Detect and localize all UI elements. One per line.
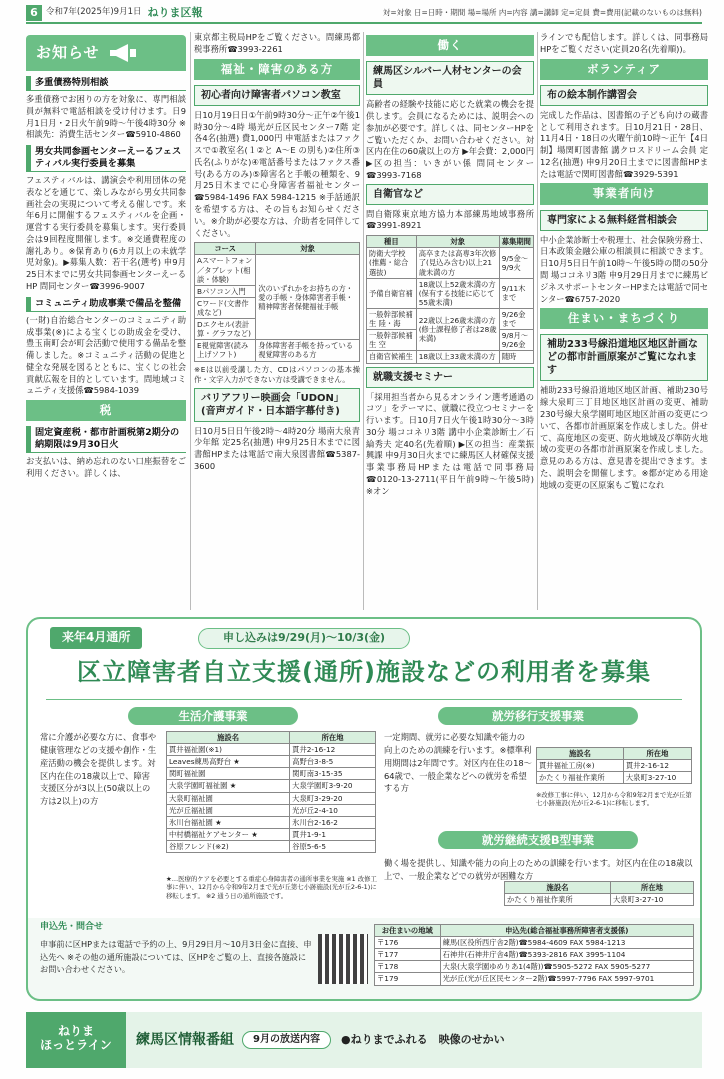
table-header: コース [195,243,256,255]
subsection-title: 生活介護事業 [128,707,298,725]
article-body: 問自衛隊東京地方協力本部練馬地域事務所☎3991-8921 [366,208,534,231]
article-body: (一財)自治総合センターのコミュニティ助成事業(※)による宝くじの助成金を受け、豊玉南町会が町会活動で使用する備品を整備しました。※コミュニティ活動の促進と健全な発展を図るとともに、宝くじの社会貢献広報を目的としています。問地域コミュニティ支援係☎5984-1039 [26,314,186,396]
table-row: 〒176 練馬(区役所西庁舎2階)☎5984-4609 FAX 5984-1213 [375,937,694,949]
section-header-news: お知らせ [26,35,186,71]
facility-table [166,731,376,853]
article-body: 東京都主税局HPをご覧ください。問練馬都税事務所☎3993-2261 [194,32,360,54]
table-header: 所在地 [290,732,376,744]
article-body: お支払いは、納め忘れのない口座振替をご利用ください。詳しくは、 [26,456,186,479]
section-header-volunteer: ボランティア [540,59,708,80]
contact-panel [26,918,702,1001]
article-body: 高齢者の経験や技能に応じた就業の機会を提供します。会員になるためには、説明会への参加が必要です。詳しくは、同センターHPをご覧いただくか、お問い合わせください。対区内在住の60歳以上の方 ▶年会費：2,000円 ▶区の担当：いきがい係 問同センター☎3993-7168 [366,99,534,180]
table-row: 大泉町福祉園 大泉町3-29-20 [167,792,376,804]
table-row: 関町福祉園 関町南3-15-35 [167,768,376,780]
table-header: 施設名 [167,732,290,744]
table-header: 施設名 [505,882,611,894]
table-row: 貫井福祉園(※1) 貫井2-16-12 [167,744,376,756]
broadcast-badge: 9月の放送内容 [242,1031,331,1048]
broadcast-content: ●ねりまでふれる 映像のせかい [340,1032,505,1046]
sdf-table [366,235,534,363]
feature-title: 区立障害者自立支援(通所)施設などの利用者を募集 [77,658,651,686]
section-header-work: 働く [366,35,534,56]
article-body: フェスティバルは、講演会や利用団体の発表などを通じて、楽しみながら男女共同参画社会の実現について考える催しです。来年6月に開催するフェスティバルを企画・運営する実行委員を募集します。実行委員会は9回程度開催します。※交通費程度の謝礼あり。※保育あり(6カ月以上の未就学児対象)。▶募集人数：若干名(選考) 申9月25日木までに男女共同参画センターえーるHP 問同センター☎3996-9007 [26,174,186,292]
table-row: 一般幹部候補生 陸・海 22歳以上26歳未満の方(修士課程修了者は28歳未満) 9/26金まで [367,308,534,329]
article-body: 「採用担当者から見るオンライン選考通過のコツ」をテーマに、就職に役立つセミナーを行います。日10月7日火午後1時30分～3時30分 場ココネリ3階 講中小企業診断士／石綸秀夫 定40名(先着順) ▶区の担当：産業振興課 申9月30日火までに練馬区人材確保支援事業事務局HPまたは電話で同事務局☎0120-13-2711(平日午前9時～午後5時) ※オン [366,391,534,496]
divider [363,32,364,610]
program-logo [26,1012,126,1068]
contact-heading: 申込先・問合せ [40,922,104,932]
program-title: 練馬区情報番組 [136,1031,234,1048]
table-row: かたくり福祉作業所 大泉町3-27-10 [537,772,692,784]
table-note: ※改修工事に伴い、12月から令和9年2月まで光が丘第七小跡施設(光が丘2-6-1)に移転します。 [536,791,692,808]
table-row: 中村橋福祉ケアセンター ★ 貫井1-9-1 [167,828,376,840]
article-body: 多重債務でお困りの方を対象に、専門相談員が無料で電話相談を受け付けます。日9月1日月・2日火午前9時～午後4時30分 ※相談先：消費生活センター☎5910-4860 [26,93,186,140]
contact-body: 申事前に区HPまたは電話で予約の上、9月29日月～10月3日金に直接、申込先へ ※その他の通所施設については、区HPをご覧の上、直接各施設にお問い合わせください。 [40,939,312,975]
article-title: 補助233号線沿道地区地区計画などの都市計画原案がご覧になれます [540,334,708,381]
table-header: 対象 [256,243,360,255]
table-row: 〒178 大泉(大泉学園ゆめりあ1(4階))☎5905-5272 FAX 5905-5277 [375,961,694,973]
column-2 [194,32,360,610]
article-title: 布の絵本制作講習会 [540,85,708,106]
logo-text: ほっとライン [40,1038,112,1053]
column-4 [540,32,708,610]
table-row: 防衛大学校(推薦・総合選抜) 高卒または高専3年次修了(見込み含む)以上21歳未満の方 9/5金～9/9火 [367,248,534,278]
legend: 対=対象 日=日時・期間 場=場所 内=内容 講=講師 定=定員 費=費用(記載のないものは無料) [382,8,702,18]
feature-tag: 来年4月通所 [50,627,142,649]
article-title: 専門家による無料経営相談会 [540,210,708,231]
article-title: コミュニティ助成事業で備品を整備 [26,297,186,312]
table-header: 所在地 [610,882,693,894]
article-title: 練馬区シルバー人材センターの会員 [366,61,534,95]
table-row: E視覚障害(読み上げソフト) 身体障害者手帳を持っている視覚障害のある方 [195,340,360,361]
page-number: 6 [26,5,42,21]
logo-text: ねりま [57,1024,94,1038]
table-row: 光が丘福祉園 光が丘2-4-10 [167,804,376,816]
table-header: 申込先(総合福祉事務所障害者支援係) [440,925,693,937]
article-body: 中小企業診断士や税理士、社会保険労務士、日本政策金融公庫の相談員に相談できます。日10月5日日午前10時～午後5時の間の50分間 場ココネリ3階 申9月29日月までに練馬ビジネスサポートセンターHPまたは電話で同センター☎6757-2020 [540,234,708,304]
article-body: 完成した作品は、図書館の子ども向けの蔵書として利用されます。日10月21日・28日、11月4日・18日の火曜午前10時～正午【4日制】場関町図書館 講クロスドリーム会員 定12名(抽選) 申9月20日土までに図書館HPまたは電話で関町図書館☎3929-5391 [540,109,708,179]
table-header: お住まいの地域 [375,925,441,937]
table-row: 大泉学園町福祉園 ★ 大泉学園町3-9-20 [167,780,376,792]
course-table [194,242,360,361]
table-header: 施設名 [537,748,624,760]
table-row: 一般幹部候補生 空 9/8月～9/26金 [367,330,534,351]
table-row: 〒179 光が丘(光が丘区民センター2階)☎5997-7796 FAX 5997-9701 [375,973,694,985]
megaphone-icon [106,41,140,65]
article-title: バリアフリー映画会「UDON」(音声ガイド・日本語字幕付き) [194,388,360,422]
section-header-welfare: 福祉・障害のある方 [194,59,360,80]
brand-title: ねりま区報 [147,5,203,19]
table-row: Aスマートフォン／タブレット(相談・体験) 次のいずれかをお持ちの方・愛の手帳・身体障害者手帳・精神障害者保健福祉手帳 [195,255,360,285]
article-title: 初心者向け障害者パソコン教室 [194,85,360,106]
application-period: 申し込みは9/29(月)～10/3(金) [198,628,410,649]
section-body: 働く場を提供し、知識や能力の向上のための訓練を行います。対区内在住の18歳以上で、一般企業などでの就労が困難な方 [384,858,693,881]
table-header: 種目 [367,236,417,248]
table-row: Bパソコン入門 [195,285,360,297]
table-row: 谷原フレンド(※2) 谷原5-6-5 [167,840,376,852]
table-row: 氷川台福祉園 ★ 氷川台2-16-2 [167,816,376,828]
table-row: 自衛官候補生 18歳以上33歳未満の方 随時 [367,351,534,363]
article-body: 日10月19日日①午前9時30分～正午②午後1時30分～4時 場光が丘区民センター7階 定各4名(抽選) 費1,000円 申電話またはファクスで①教室名(１②と A～E の別も)②住所③氏名(ふりがな)④電話番号またはファクス番号(ある方のみ)⑤障害名と手帳の種類を、9月25日木までに心身障害者福祉センター☎5984-1496 FAX 5984-1215 ※手話通訳を希望する方は、その旨もお知らせください。※介助が必要な方は、介助者を同伴してください。 [194,109,360,238]
subsection-title: 就労継続支援B型事業 [438,831,638,849]
article-body: ラインでも配信します。詳しくは、同事務局HPをご覧ください(定員20名(先着順))。 [540,32,708,54]
contact-table [374,924,694,986]
table-note: ★…医療的ケアを必要とする重症心身障害者の通所事業を実施 ※1 改修工事に伴い、12月から令和9年2月まで光が丘第七小跡施設(光が丘2-6-1)に移転します。 ※2 通う日の通所施設です。 [166,875,377,900]
section-header-tax: 税 [26,400,186,421]
qr-code[interactable] [318,934,368,984]
article-title: 自衛官など [366,184,534,205]
table-row: Cワード(文書作成など) [195,297,360,318]
table-note: ※Eは以前受講した方、CDはパソコンの基本操作・文字入力ができない方は受講できません。 [194,364,360,385]
article-body: 補助233号線沿道地区地区計画、補助230号線大泉町三丁目地区地区計画の変更、補助230号線大泉学園町地区地区計画の変更について、各都市計画原案を作成しました。併せて、高度地区の変更、防火地域及び準防火地域の変更の各都市計画原案を作成しました。意見のある方は、意見書を提出できます。また、説明会を開催します。※都が定める用途地域の変更の区原案もご覧になれ [540,385,708,490]
article-title: 固定資産税・都市計画税第2期分の納期限は9月30日火 [26,426,186,453]
article-title: 就職支援セミナー [366,367,534,388]
table-row: 〒177 石神井(石神井庁舎4階)☎5393-2816 FAX 3995-1104 [375,949,694,961]
table-row: 予備自衛官補 18歳以上52歳未満の方(保有する技能に応じて55歳未満) 9/11木まで [367,278,534,308]
divider [46,699,682,700]
table-row: Leaves練馬高野台 ★ 高野台3-8-5 [167,756,376,768]
table-row: 貫井福祉工房(※) 貫井2-16-12 [537,760,692,772]
page-header [26,4,702,24]
footer-banner [26,1012,702,1068]
column-3 [366,32,534,610]
table-header: 対象 [416,236,499,248]
facility-table [504,881,694,906]
table-header: 所在地 [623,748,691,760]
table-row: かたくり福祉作業所 大泉町3-27-10 [505,894,694,906]
table-header: 募集期間 [499,236,533,248]
section-header-business: 事業者向け [540,183,708,204]
column-1 [26,32,186,610]
divider [190,32,191,610]
subsection-title: 就労移行支援事業 [438,707,638,725]
article-title: 多重債務特別相談 [26,76,186,91]
section-body: 常に介護が必要な方に、食事や健康管理などの支援や創作・生産活動の機会を提供します。対区内在住の18歳以上で、障害支援区分が3以上(50歳以上の方は2以上)の方 [40,732,157,807]
facility-table [536,747,692,784]
issue-date: 令和7年(2025年)9月1日 [46,7,142,18]
table-row: Dエクセル(表計算・グラフなど) [195,319,360,340]
article-title: 男女共同参画センターえーるフェスティバル実行委員を募集 [26,145,186,172]
article-body: 日10月5日日午後2時～4時20分 場南大泉青少年館 定25名(抽選) 申9月25日木までに図書館HPまたは電話で南大泉図書館☎5387-3600 [194,425,360,471]
divider [537,32,538,610]
section-header-housing: 住まい・まちづくり [540,308,708,329]
section-body: 一定期間、就労に必要な知識や能力の向上のための訓練を行います。※標準利用期間は2年間です。対区内在住の18～64歳で、一般企業などへの就労を希望する方 [384,732,532,794]
